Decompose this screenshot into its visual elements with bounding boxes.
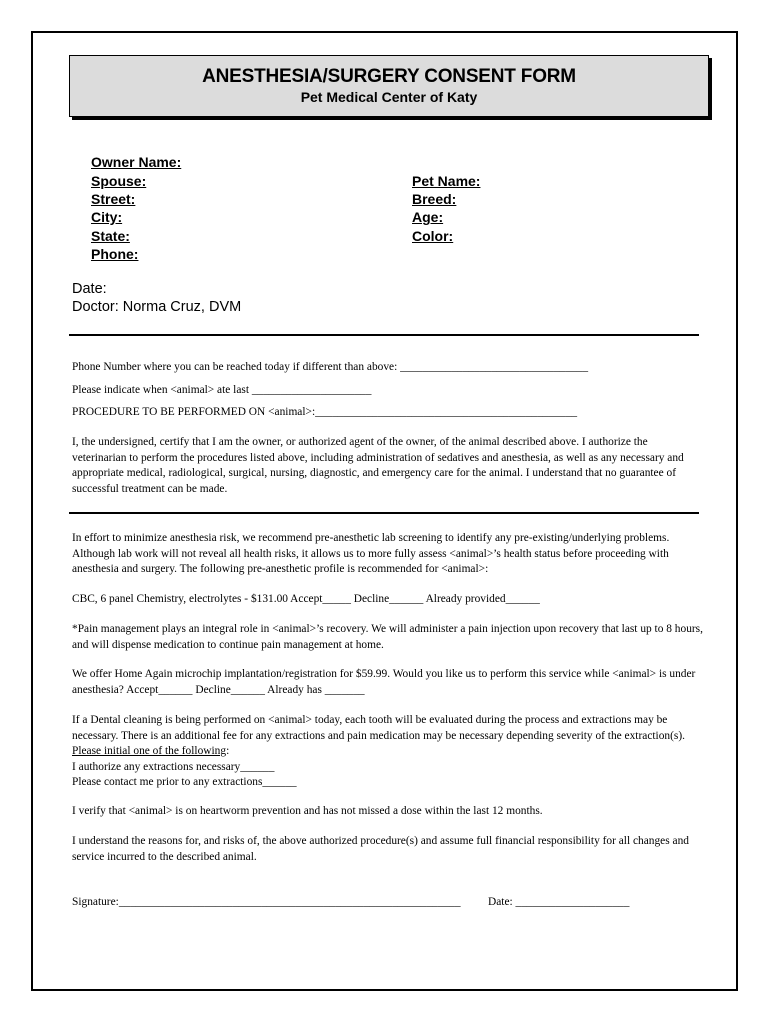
dental-initial-instruction: Please initial one of the following (72, 745, 227, 757)
age-field[interactable]: Age: (412, 209, 444, 225)
color-field[interactable]: Color: (412, 228, 454, 244)
owner-name-field[interactable]: Owner Name: (91, 154, 182, 170)
extractions-authorize-line[interactable]: I authorize any extractions necessary______ (72, 760, 275, 773)
procedure-line[interactable]: PROCEDURE TO BE PERFORMED ON <animal>:______________________________________________ (72, 406, 578, 418)
ate-last-line[interactable]: Please indicate when <animal> ate last _____________________ (72, 384, 372, 396)
cbc-line[interactable]: CBC, 6 panel Chemistry, electrolytes - $131.00 Accept_____ Decline______ Already provided______ (72, 593, 540, 605)
state-field[interactable]: State: (91, 228, 130, 244)
dental-section (72, 713, 704, 791)
certify-paragraph: I, the undersigned, certify that I am the owner, or authorized agent of the owner, of the animal described above. I authorize the veterinarian to perform the procedures listed above, including administration of sedatives and anesthesia, as well as any necessary and appropriate medical, radiological, surgical, nursing, diagnostic, and emergency care for the animal. I understand that no guarantee of successful treatment can be made. (72, 436, 684, 495)
date-label[interactable]: Date: (72, 281, 107, 297)
phone-field[interactable]: Phone: (91, 246, 139, 262)
doctor-label: Doctor: Norma Cruz, DVM (72, 299, 242, 315)
lab-screening-paragraph: In effort to minimize anesthesia risk, we recommend pre-anesthetic lab screening to identify any pre-existing/underlying problems. Although lab work will not reveal all health risks, it allows us to more fully assess <animal>’s health status before proceeding with anesthesia and surgery. The following pre-anesthetic profile is recommended for <animal>: (72, 532, 670, 575)
form-header (69, 55, 709, 117)
dental-paragraph: If a Dental cleaning is being performed on <animal> today, each tooth will be evaluated during the process and extractions may be necessary. There is an additional fee for any extractions and pain medication may be necessary depending severity of the extraction(s). (72, 714, 685, 742)
pet-name-field[interactable]: Pet Name: (412, 173, 481, 189)
signature-line[interactable]: Signature:____________________________________________________________ (72, 896, 461, 908)
phone-today-line[interactable]: Phone Number where you can be reached today if different than above: _________________________________ (72, 361, 589, 373)
spouse-field[interactable]: Spouse: (91, 173, 147, 189)
signature-date-line[interactable]: Date: ____________________ (488, 896, 630, 908)
divider-top (69, 334, 699, 336)
dental-initial-colon: : (226, 745, 230, 757)
street-field[interactable]: Street: (91, 191, 136, 207)
extractions-contact-line[interactable]: Please contact me prior to any extractions______ (72, 776, 297, 788)
microchip-paragraph[interactable]: We offer Home Again microchip implantation/registration for $59.99. Would you like us to perform this service while <animal> is under anesthesia? Accept______ Decline______ Already has _______ (72, 668, 696, 696)
form-title: ANESTHESIA/SURGERY CONSENT FORM (202, 66, 576, 87)
pain-management-paragraph: *Pain management plays an integral role in <animal>’s recovery. We will administer a pain injection upon recovery that last up to 8 hours, and will dispense medication to continue pain management at home. (72, 623, 703, 651)
heartworm-line: I verify that <animal> is on heartworm prevention and has not missed a dose within the last 12 months. (72, 805, 543, 817)
divider-middle (69, 512, 699, 514)
city-field[interactable]: City: (91, 209, 123, 225)
understand-paragraph: I understand the reasons for, and risks of, the above authorized procedure(s) and assume full financial responsibility for all changes and service incurred to the described animal. (72, 835, 689, 863)
breed-field[interactable]: Breed: (412, 191, 457, 207)
form-subtitle: Pet Medical Center of Katy (300, 89, 478, 105)
